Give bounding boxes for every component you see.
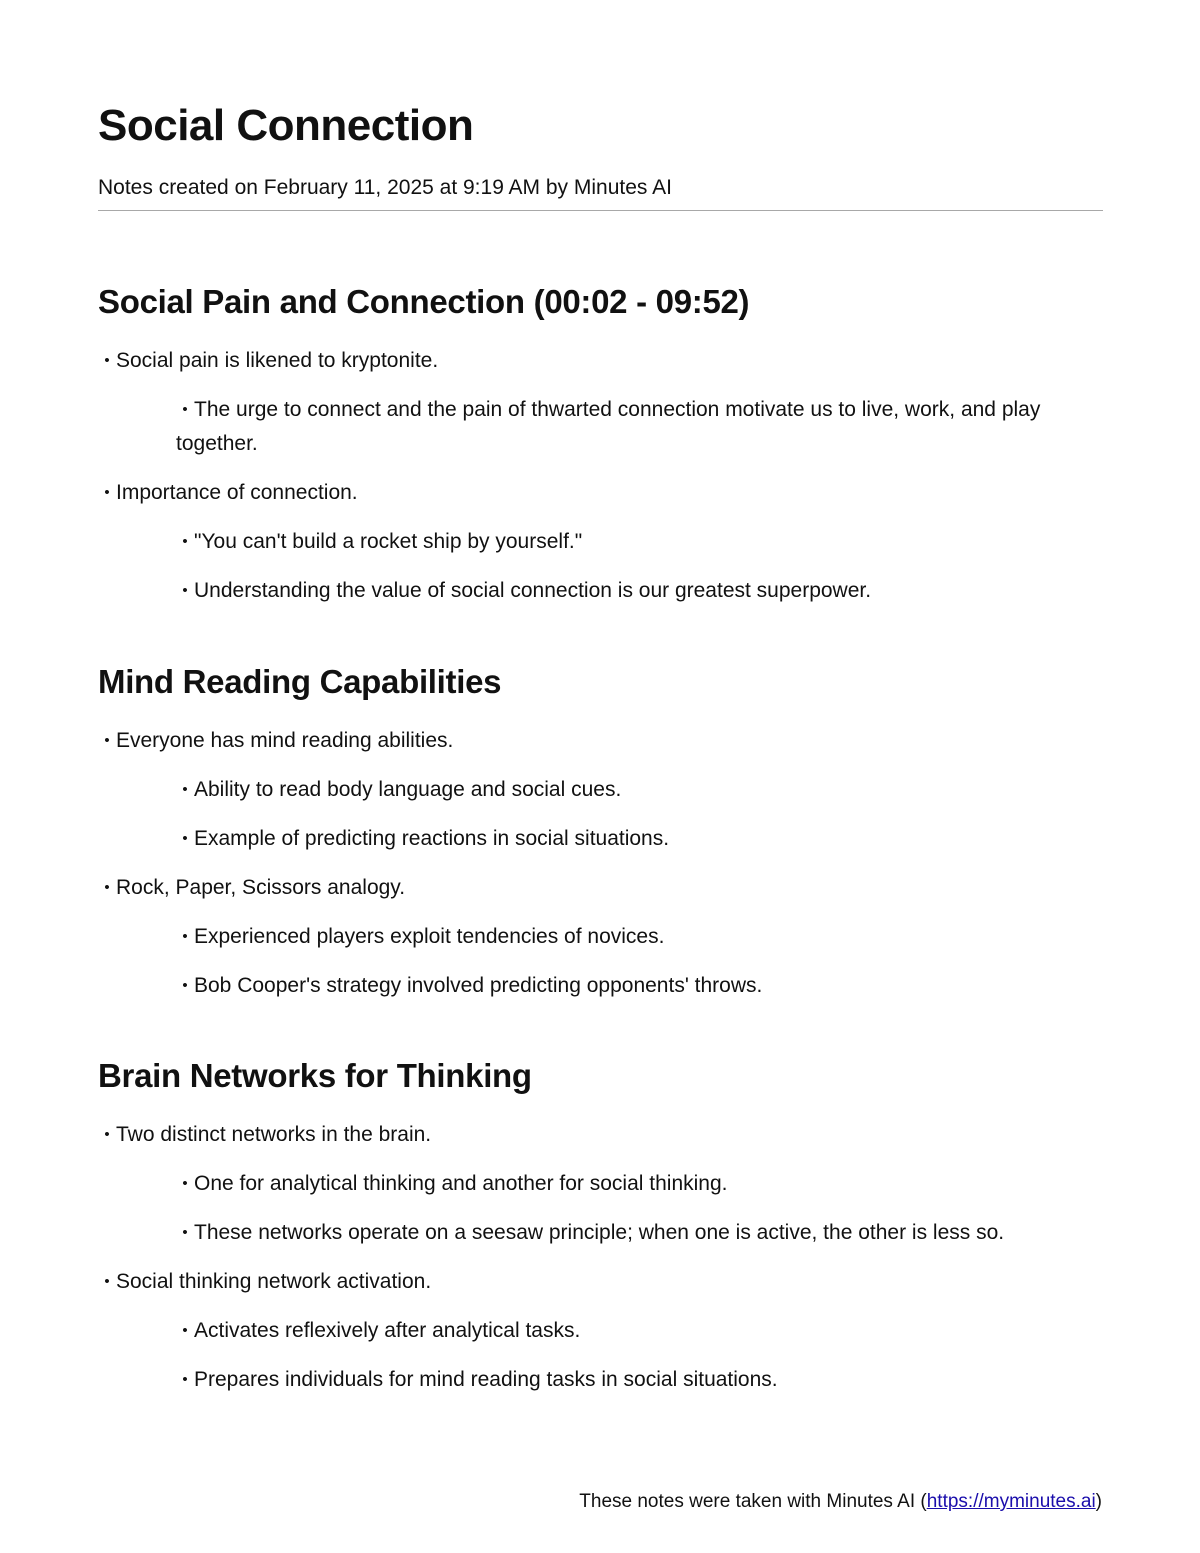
bullet-icon: • bbox=[182, 977, 188, 994]
list-item bbox=[176, 525, 1076, 559]
list-item-text: One for analytical thinking and another for social thinking. bbox=[194, 1172, 728, 1195]
list-item bbox=[98, 476, 1103, 510]
bullet-icon: • bbox=[104, 732, 110, 749]
bullet-icon: • bbox=[182, 1371, 188, 1388]
bullet-icon: • bbox=[104, 352, 110, 369]
section-heading: Mind Reading Capabilities bbox=[98, 663, 502, 700]
bullet-icon: • bbox=[182, 582, 188, 599]
bullet-icon: • bbox=[182, 830, 188, 847]
list-item bbox=[176, 393, 1076, 461]
list-item-text: Two distinct networks in the brain. bbox=[116, 1123, 432, 1146]
list-item-text: These networks operate on a seesaw principle; when one is active, the other is less so. bbox=[194, 1221, 1005, 1244]
list-item bbox=[176, 1363, 1076, 1397]
bullet-icon: • bbox=[182, 1175, 188, 1192]
list-item-text: Ability to read body language and social cues. bbox=[194, 778, 622, 801]
list-item-text: Activates reflexively after analytical tasks. bbox=[194, 1319, 581, 1342]
list-item bbox=[176, 822, 1076, 856]
list-item-text: Example of predicting reactions in social situations. bbox=[194, 827, 670, 850]
list-item-text: Experienced players exploit tendencies of novices. bbox=[194, 925, 665, 948]
bullet-icon: • bbox=[182, 533, 188, 550]
list-item bbox=[176, 1167, 1076, 1201]
list-item bbox=[98, 1118, 1103, 1152]
bullet-icon: • bbox=[182, 928, 188, 945]
bullet-icon: • bbox=[104, 484, 110, 501]
section-social-pain bbox=[98, 280, 1103, 623]
list-item-text: Rock, Paper, Scissors analogy. bbox=[116, 876, 406, 899]
list-item bbox=[176, 1216, 1076, 1250]
section-heading: Social Pain and Connection (00:02 - 09:52) bbox=[98, 283, 750, 320]
bullet-icon: • bbox=[182, 1322, 188, 1339]
list-item-text: Social thinking network activation. bbox=[116, 1270, 432, 1293]
list-item-text: Understanding the value of social connection is our greatest superpower. bbox=[194, 579, 872, 602]
list-item-text: Bob Cooper's strategy involved predicting opponents' throws. bbox=[194, 974, 763, 997]
list-item bbox=[98, 344, 1103, 378]
list-item-text: Importance of connection. bbox=[116, 481, 358, 504]
section-mind-reading bbox=[98, 660, 1103, 1018]
bullet-icon: • bbox=[182, 781, 188, 798]
list-item-text: Prepares individuals for mind reading tasks in social situations. bbox=[194, 1368, 778, 1391]
list-item-text: The urge to connect and the pain of thwarted connection motivate us to live, work, and play together. bbox=[176, 398, 1041, 455]
list-item-text: Everyone has mind reading abilities. bbox=[116, 729, 454, 752]
list-item bbox=[176, 574, 1076, 608]
section-brain-networks bbox=[98, 1054, 1103, 1412]
footer-suffix: ) bbox=[1095, 1491, 1102, 1512]
list-item bbox=[176, 1314, 1076, 1348]
list-item-text: "You can't build a rocket ship by yourself." bbox=[194, 530, 583, 553]
bullet-icon: • bbox=[104, 1273, 110, 1290]
list-item bbox=[176, 969, 1076, 1003]
list-item bbox=[98, 724, 1103, 758]
list-item bbox=[98, 871, 1103, 905]
bullet-icon: • bbox=[104, 1126, 110, 1143]
bullet-icon: • bbox=[104, 879, 110, 896]
minutes-ai-link[interactable]: https://myminutes.ai bbox=[926, 1491, 1096, 1512]
notes-metadata: Notes created on February 11, 2025 at 9:19 AM by Minutes AI bbox=[98, 176, 672, 199]
list-item bbox=[176, 773, 1076, 807]
footer-prefix: These notes were taken with Minutes AI ( bbox=[579, 1491, 927, 1512]
list-item bbox=[98, 1265, 1103, 1299]
bullet-icon: • bbox=[182, 401, 188, 418]
page-title: Social Connection bbox=[98, 101, 474, 150]
section-heading: Brain Networks for Thinking bbox=[98, 1057, 532, 1094]
bullet-icon: • bbox=[182, 1224, 188, 1241]
list-item-text: Social pain is likened to kryptonite. bbox=[116, 349, 439, 372]
footer-attribution bbox=[579, 1489, 1102, 1515]
list-item bbox=[176, 920, 1076, 954]
header-divider bbox=[98, 210, 1103, 211]
